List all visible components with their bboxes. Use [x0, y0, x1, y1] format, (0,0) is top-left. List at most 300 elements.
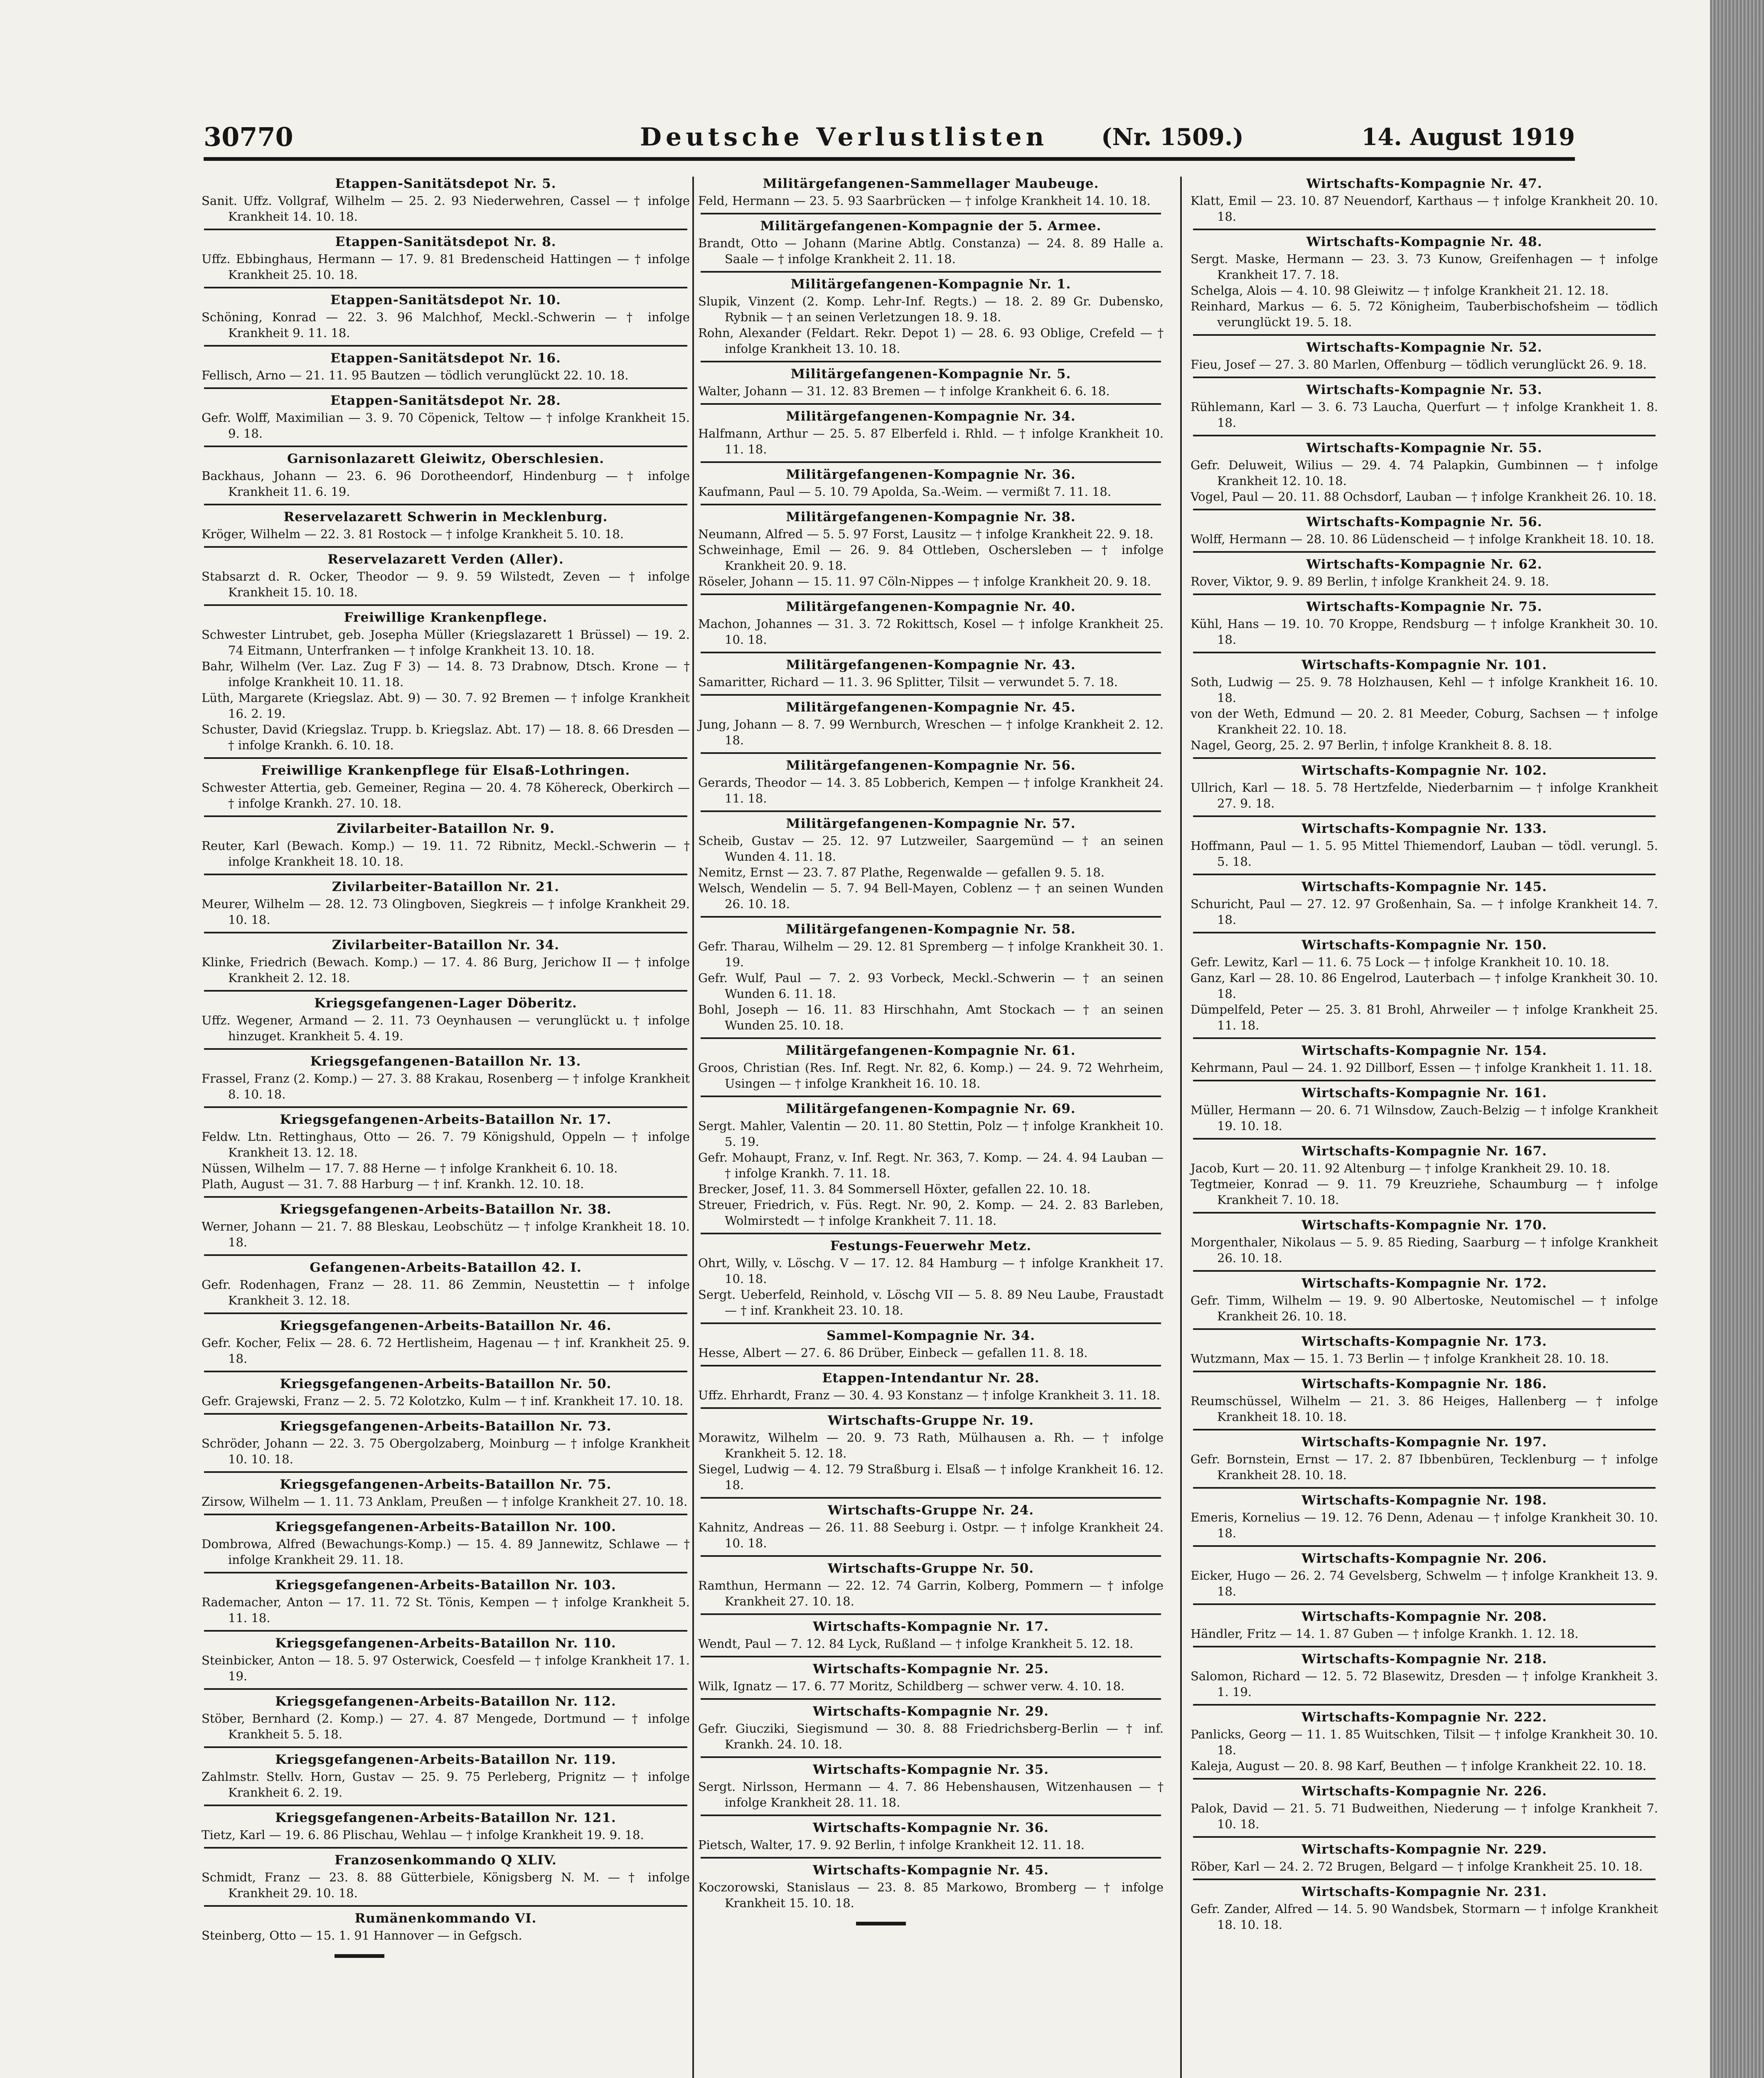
unit-heading: Wirtschafts-Kompagnie Nr. 154. [1301, 1043, 1547, 1058]
section-rule [204, 1413, 687, 1415]
unit-section [698, 1322, 1164, 1361]
section-rule [204, 932, 687, 933]
unit-section [698, 461, 1164, 500]
unit-heading: Militärgefangenen-Kompagnie Nr. 58. [786, 922, 1076, 937]
section-rule [204, 1847, 687, 1849]
unit-section [202, 387, 690, 441]
unit-section [1191, 652, 1658, 753]
unit-heading: Wirtschafts-Kompagnie Nr. 35. [813, 1762, 1049, 1777]
section-rule [204, 546, 687, 548]
unit-heading: Etappen-Sanitätsdepot Nr. 8. [335, 234, 556, 249]
unit-heading: Wirtschafts-Gruppe Nr. 24. [827, 1503, 1034, 1518]
section-rule [701, 1613, 1161, 1615]
casualty-entry: Gefr. Zander, Alfred — 14. 5. 90 Wandsbek, Stormarn — † infolge Krankheit 18. 10. 18. [1191, 1902, 1658, 1932]
unit-heading: Militärgefangenen-Kompagnie Nr. 61. [786, 1043, 1076, 1058]
unit-section [698, 1656, 1164, 1694]
unit-heading: Sammel-Kompagnie Nr. 34. [827, 1328, 1035, 1343]
section-rule [1193, 652, 1656, 653]
unit-heading: Wirtschafts-Kompagnie Nr. 56. [1306, 515, 1543, 529]
section-rule [1193, 1138, 1656, 1140]
section-rule [204, 1371, 687, 1372]
unit-section [698, 1407, 1164, 1493]
unit-section [1191, 1371, 1658, 1425]
unit-heading: Kriegsgefangenen-Arbeits-Bataillon Nr. 17. [280, 1112, 612, 1127]
unit-heading: Etappen-Intendantur Nr. 28. [822, 1371, 1040, 1386]
section-rule [204, 287, 687, 288]
casualty-entry: Schöning, Konrad — 22. 3. 96 Malchhof, Meckl.-Schwerin — † infolge Krankheit 9. 11. 18. [202, 310, 690, 340]
casualty-entry: Zahlmstr. Stellv. Horn, Gustav — 25. 9. 75 Perleberg, Prignitz — † infolge Krankheit 6. 2. 19. [202, 1770, 690, 1800]
casualty-entry: Werner, Johann — 21. 7. 88 Bleskau, Leobschütz — † infolge Krankheit 18. 10. 18. [202, 1219, 690, 1249]
unit-section [698, 1233, 1164, 1318]
casualty-entry: Sergt. Maske, Hermann — 23. 3. 73 Kunow, Greifenhagen — † infolge Krankheit 17. 7. 18. [1191, 252, 1658, 282]
unit-heading: Kriegsgefangenen-Arbeits-Bataillon Nr. 112. [275, 1694, 616, 1709]
unit-section [202, 287, 690, 341]
casualty-entry: Ohrt, Willy, v. Löschg. V — 17. 12. 84 Hamburg — † infolge Krankheit 17. 10. 18. [698, 1256, 1164, 1286]
casualty-entry: Kahnitz, Andreas — 26. 11. 88 Seeburg i. Ostpr. — † infolge Krankheit 24. 10. 18. [698, 1520, 1164, 1550]
casualty-entry: Samaritter, Richard — 11. 3. 96 Splitter, Tilsit — verwundet 5. 7. 18. [698, 675, 1118, 689]
unit-heading: Wirtschafts-Kompagnie Nr. 133. [1301, 821, 1547, 836]
casualty-entry: Wilk, Ignatz — 17. 6. 77 Moritz, Schildberg — schwer verw. 4. 10. 18. [698, 1679, 1125, 1693]
casualty-entry: Feldw. Ltn. Rettinghaus, Otto — 26. 7. 79 Königshuld, Oppeln — † infolge Krankheit 13. 12. 18. [202, 1130, 690, 1160]
unit-section [202, 1688, 690, 1742]
section-rule [204, 1905, 687, 1907]
unit-section [1191, 1080, 1658, 1134]
unit-section [698, 1815, 1164, 1853]
casualty-entry: Backhaus, Johann — 23. 6. 96 Dorotheendorf, Hindenburg — † infolge Krankheit 11. 6. 19. [202, 469, 690, 499]
unit-heading: Militärgefangenen-Kompagnie Nr. 36. [786, 467, 1076, 482]
section-rule [204, 1106, 687, 1108]
unit-heading: Kriegsgefangenen-Arbeits-Bataillon Nr. 110. [275, 1636, 616, 1651]
unit-heading: Wirtschafts-Kompagnie Nr. 170. [1301, 1218, 1547, 1233]
unit-heading: Etappen-Sanitätsdepot Nr. 28. [330, 393, 561, 408]
unit-heading: Wirtschafts-Kompagnie Nr. 48. [1306, 234, 1543, 249]
section-rule [204, 1196, 687, 1198]
unit-section [1191, 815, 1658, 869]
unit-heading: Wirtschafts-Kompagnie Nr. 218. [1301, 1652, 1547, 1667]
casualty-entry: Gefr. Giucziki, Siegismund — 30. 8. 88 Friedrichsberg-Berlin — † inf. Krankh. 24. 10. 18. [698, 1721, 1164, 1751]
casualty-entry: Gerards, Theodor — 14. 3. 85 Lobberich, Kempen — † infolge Krankheit 24. 11. 18. [698, 776, 1164, 805]
section-rule [1193, 1212, 1656, 1214]
unit-heading: Wirtschafts-Kompagnie Nr. 150. [1301, 938, 1547, 953]
section-rule [701, 694, 1161, 696]
casualty-entry: Ganz, Karl — 28. 10. 86 Engelrod, Lauterbach — † infolge Krankheit 30. 10. 18. [1191, 971, 1658, 1001]
unit-section [202, 1371, 690, 1409]
casualty-entry: Halfmann, Arthur — 25. 5. 87 Elberfeld i. Rhld. — † infolge Krankheit 10. 11. 18. [698, 426, 1164, 456]
unit-heading: Franzosenkommando Q XLIV. [335, 1853, 557, 1868]
unit-heading: Wirtschafts-Gruppe Nr. 50. [827, 1561, 1034, 1576]
section-rule [701, 1815, 1161, 1816]
unit-heading: Kriegsgefangenen-Arbeits-Bataillon Nr. 73. [280, 1419, 612, 1434]
casualty-entry: Bahr, Wilhelm (Ver. Laz. Zug F 3) — 14. 8. 73 Drabnow, Dtsch. Krone — † infolge Krankheit 10. 11. 18. [202, 659, 690, 689]
unit-section [202, 990, 690, 1044]
section-rule [204, 446, 687, 447]
casualty-entry: Eicker, Hugo — 26. 2. 74 Gevelsberg, Schwelm — † infolge Krankheit 13. 9. 18. [1191, 1568, 1658, 1598]
section-rule [1193, 1429, 1656, 1430]
unit-heading: Garnisonlazarett Gleiwitz, Oberschlesien. [287, 451, 605, 466]
unit-heading: Wirtschafts-Kompagnie Nr. 197. [1301, 1435, 1547, 1450]
section-rule [1193, 1646, 1656, 1647]
casualty-entry: Panlicks, Georg — 11. 1. 85 Wuitschken, Tilsit — † infolge Krankheit 30. 10. 18. [1191, 1727, 1658, 1757]
casualty-entry: Machon, Johannes — 31. 3. 72 Rokittsch, Kosel — † infolge Krankheit 25. 10. 18. [698, 617, 1164, 647]
unit-heading: Freiwillige Krankenpflege für Elsaß-Lothringen. [261, 763, 630, 778]
unit-heading: Kriegsgefangenen-Arbeits-Bataillon Nr. 75. [280, 1477, 612, 1492]
unit-section [698, 504, 1164, 589]
section-rule [1193, 932, 1656, 933]
casualty-entry: Salomon, Richard — 12. 5. 72 Blasewitz, Dresden — † infolge Krankheit 3. 1. 19. [1191, 1669, 1658, 1699]
unit-section [1191, 551, 1658, 589]
column-divider [1180, 177, 1182, 2078]
unit-heading: Rumänenkommando VI. [354, 1911, 537, 1926]
unit-heading: Wirtschafts-Kompagnie Nr. 36. [813, 1820, 1049, 1835]
unit-section [202, 815, 690, 869]
section-rule [701, 1756, 1161, 1758]
casualty-entry: Gefr. Mohaupt, Franz, v. Inf. Regt. Nr. 363, 7. Komp. — 24. 4. 94 Lauban — † infolge Krankh. 7. 11. 18. [698, 1150, 1164, 1180]
section-rule [1193, 1487, 1656, 1489]
casualty-entry: Groos, Christian (Res. Inf. Regt. Nr. 82, 6. Komp.) — 24. 9. 72 Wehrheim, Usingen — † infolge Krankheit 16. 10. 18. [698, 1061, 1164, 1091]
section-rule [701, 1857, 1161, 1859]
section-rule [701, 403, 1161, 405]
unit-heading: Kriegsgefangenen-Arbeits-Bataillon Nr. 50. [280, 1376, 612, 1391]
unit-heading: Etappen-Sanitätsdepot Nr. 16. [330, 351, 561, 366]
section-rule [204, 1514, 687, 1515]
section-rule [204, 815, 687, 817]
casualty-entry: Fieu, Josef — 27. 3. 80 Marlen, Offenburg — tödlich verunglückt 26. 9. 18. [1191, 357, 1647, 372]
unit-section [202, 504, 690, 542]
unit-section [698, 271, 1164, 357]
section-rule [701, 810, 1161, 812]
section-rule [204, 1254, 687, 1256]
casualty-entry: Scheib, Gustav — 25. 12. 97 Lutzweiler, Saargemünd — † an seinen Wunden 4. 11. 18. [698, 834, 1164, 864]
section-rule [701, 1555, 1161, 1557]
unit-heading: Wirtschafts-Kompagnie Nr. 167. [1301, 1144, 1547, 1159]
unit-section [698, 1497, 1164, 1551]
casualty-entry: Rohn, Alexander (Feldart. Rekr. Depot 1) — 28. 6. 93 Oblige, Crefeld — † infolge Krankheit 13. 10. 18. [698, 326, 1164, 356]
unit-heading: Wirtschafts-Kompagnie Nr. 198. [1301, 1493, 1547, 1508]
casualty-entry: Klinke, Friedrich (Bewach. Komp.) — 17. 4. 86 Burg, Jerichow II — † infolge Krankheit 2. 12. 18. [202, 955, 690, 985]
unit-heading: Militärgefangenen-Sammellager Maubeuge. [763, 176, 1099, 191]
unit-section [1191, 509, 1658, 547]
casualty-entry: Plath, August — 31. 7. 88 Harburg — † inf. Krankh. 12. 10. 18. [202, 1177, 584, 1191]
casualty-entry: Pietsch, Walter, 17. 9. 92 Berlin, † infolge Krankheit 12. 11. 18. [698, 1838, 1085, 1852]
unit-heading: Wirtschafts-Kompagnie Nr. 172. [1301, 1276, 1547, 1291]
unit-section [698, 361, 1164, 399]
casualty-entry: Nemitz, Ernst — 23. 7. 87 Plathe, Regenwalde — gefallen 9. 5. 18. [698, 865, 1105, 879]
casualty-entry: Uffz. Wegener, Armand — 2. 11. 73 Oeynhausen — verunglückt u. † infolge hinzuget. Krankheit 5. 4. 19. [202, 1013, 690, 1043]
casualty-entry: Hesse, Albert — 27. 6. 86 Drüber, Einbeck — gefallen 11. 8. 18. [698, 1346, 1088, 1360]
section-rule [1193, 1778, 1656, 1780]
casualty-entry: Schröder, Johann — 22. 3. 75 Obergolzaberg, Moinburg — † infolge Krankheit 10. 10. 18. [202, 1436, 690, 1466]
casualty-entry: Morawitz, Wilhelm — 20. 9. 73 Rath, Mülhausen a. Rh. — † infolge Krankheit 5. 12. 18. [698, 1430, 1164, 1460]
unit-section [1191, 334, 1658, 372]
unit-heading: Gefangenen-Arbeits-Bataillon 42. I. [310, 1260, 582, 1275]
unit-section [1191, 932, 1658, 1033]
section-rule [1193, 1836, 1656, 1838]
section-rule [204, 874, 687, 875]
casualty-entry: Frassel, Franz (2. Komp.) — 27. 3. 88 Krakau, Rosenberg — † infolge Krankheit 8. 10. 18. [202, 1071, 690, 1101]
section-rule [204, 757, 687, 759]
unit-section [1191, 1429, 1658, 1483]
casualty-entry: Tietz, Karl — 19. 6. 86 Plischau, Wehlau — † infolge Krankheit 19. 9. 18. [202, 1828, 644, 1842]
unit-heading: Wirtschafts-Kompagnie Nr. 186. [1301, 1376, 1547, 1391]
section-rule [701, 1037, 1161, 1039]
casualty-entry: Hoffmann, Paul — 1. 5. 95 Mittel Thiemendorf, Lauban — tödl. verungl. 5. 5. 18. [1191, 839, 1658, 869]
unit-section [202, 1312, 690, 1366]
casualty-entry: Brandt, Otto — Johann (Marine Abtlg. Constanza) — 24. 8. 89 Halle a. Saale — † infolge Krankheit 2. 11. 18. [698, 236, 1164, 266]
section-rule [701, 1497, 1161, 1499]
section-rule [204, 990, 687, 992]
scan-edge [1710, 0, 1764, 2078]
column-3 [1191, 175, 1658, 1937]
casualty-entry: Gefr. Wulf, Paul — 7. 2. 93 Vorbeck, Meckl.-Schwerin — † an seinen Wunden 6. 11. 18. [698, 971, 1164, 1001]
section-rule [701, 1322, 1161, 1324]
section-rule [1193, 874, 1656, 875]
unit-section [202, 1413, 690, 1467]
section-rule [1193, 1704, 1656, 1706]
casualty-entry: Gefr. Kocher, Felix — 28. 6. 72 Hertlisheim, Hagenau — † inf. Krankheit 25. 9. 18. [202, 1336, 690, 1366]
section-rule [701, 213, 1161, 214]
unit-section [202, 1905, 690, 1943]
page-number: 30770 [204, 122, 293, 152]
unit-heading: Wirtschafts-Kompagnie Nr. 47. [1306, 176, 1543, 191]
section-rule [1193, 593, 1656, 595]
column-1 [202, 175, 690, 1958]
unit-heading: Wirtschafts-Kompagnie Nr. 101. [1301, 657, 1547, 672]
casualty-entry: Schweinhage, Emil — 26. 9. 84 Ottleben, Oschersleben — † infolge Krankheit 20. 9. 18. [698, 543, 1164, 573]
casualty-entry: Schuster, David (Kriegslaz. Trupp. b. Kriegslaz. Abt. 17) — 18. 8. 66 Dresden — † infolge Krankh. 6. 10. 18. [202, 722, 690, 752]
casualty-entry: Ramthun, Hermann — 22. 12. 74 Garrin, Kolberg, Pommern — † infolge Krankheit 27. 10. 18. [698, 1578, 1164, 1608]
section-rule [701, 652, 1161, 653]
casualty-entry: Stöber, Bernhard (2. Komp.) — 27. 4. 87 Mengede, Dortmund — † infolge Krankheit 5. 5. 18. [202, 1711, 690, 1741]
unit-section [1191, 1646, 1658, 1700]
casualty-entry: Kehrmann, Paul — 24. 1. 92 Dillborf, Essen — † infolge Krankheit 1. 11. 18. [1191, 1061, 1653, 1075]
casualty-entry: Soth, Ludwig — 25. 9. 78 Holzhausen, Kehl — † infolge Krankheit 16. 10. 18. [1191, 675, 1658, 705]
column-divider [692, 177, 694, 2078]
page-header [204, 121, 1575, 158]
casualty-entry: Röseler, Johann — 15. 11. 97 Cöln-Nippes — † infolge Krankheit 20. 9. 18. [698, 574, 1151, 588]
unit-heading: Wirtschafts-Kompagnie Nr. 161. [1301, 1086, 1547, 1101]
section-rule [701, 361, 1161, 362]
unit-heading: Militärgefangenen-Kompagnie Nr. 56. [786, 758, 1076, 773]
unit-heading: Etappen-Sanitätsdepot Nr. 10. [330, 293, 561, 308]
header-rule [204, 157, 1575, 161]
unit-heading: Zivilarbeiter-Bataillon Nr. 21. [332, 879, 560, 894]
unit-section [698, 694, 1164, 748]
casualty-entry: Vogel, Paul — 20. 11. 88 Ochsdorf, Lauban — † infolge Krankheit 26. 10. 18. [1191, 490, 1657, 504]
casualty-entry: Nagel, Georg, 25. 2. 97 Berlin, † infolge Krankheit 8. 8. 18. [1191, 738, 1552, 752]
column-end-mark [335, 1954, 384, 1958]
unit-heading: Wirtschafts-Kompagnie Nr. 55. [1306, 441, 1543, 455]
unit-section [1191, 1879, 1658, 1933]
casualty-entry: Walter, Johann — 31. 12. 83 Bremen — † infolge Krankheit 6. 6. 18. [698, 384, 1110, 398]
unit-heading: Kriegsgefangenen-Arbeits-Bataillon Nr. 46. [280, 1318, 612, 1333]
section-rule [1193, 1080, 1656, 1081]
casualty-entry: Schuricht, Paul — 27. 12. 97 Großenhain, Sa. — † infolge Krankheit 14. 7. 18. [1191, 897, 1658, 927]
section-rule [1193, 435, 1656, 436]
issue-date: 14. August 1919 [1361, 123, 1575, 151]
section-rule [1193, 334, 1656, 336]
unit-section [202, 1847, 690, 1901]
unit-heading: Wirtschafts-Kompagnie Nr. 75. [1306, 599, 1543, 614]
casualty-entry: Gefr. Timm, Wilhelm — 19. 9. 90 Albertoske, Neutomischel — † infolge Krankheit 26. 10. 18. [1191, 1293, 1658, 1323]
unit-section [1191, 435, 1658, 505]
unit-heading: Wirtschafts-Kompagnie Nr. 52. [1306, 340, 1543, 355]
unit-section [1191, 175, 1658, 224]
casualty-entry: Händler, Fritz — 14. 1. 87 Guben — † infolge Krankh. 1. 12. 18. [1191, 1627, 1579, 1641]
unit-heading: Wirtschafts-Kompagnie Nr. 208. [1301, 1609, 1547, 1624]
unit-section [202, 345, 690, 383]
unit-section [202, 229, 690, 283]
casualty-entry: Dümpelfeld, Peter — 25. 3. 81 Brohl, Ahrweiler — † infolge Krankheit 25. 11. 18. [1191, 1002, 1658, 1032]
casualty-entry: Palok, David — 21. 5. 71 Budweithen, Niederung — † infolge Krankheit 7. 10. 18. [1191, 1801, 1658, 1831]
column-2 [698, 175, 1164, 1925]
unit-heading: Wirtschafts-Kompagnie Nr. 145. [1301, 879, 1547, 894]
unit-heading: Kriegsgefangenen-Arbeits-Bataillon Nr. 38. [280, 1202, 612, 1217]
casualty-entry: Feld, Hermann — 23. 5. 93 Saarbrücken — † infolge Krankheit 14. 10. 18. [698, 194, 1151, 208]
unit-section [698, 1613, 1164, 1652]
casualty-entry: Fellisch, Arno — 21. 11. 95 Bautzen — tödlich verunglückt 22. 10. 18. [202, 368, 629, 382]
casualty-entry: Neumann, Alfred — 5. 5. 97 Forst, Lausitz — † infolge Krankheit 22. 9. 18. [698, 527, 1154, 541]
unit-section [698, 1857, 1164, 1911]
section-rule [701, 1656, 1161, 1657]
unit-section [698, 1037, 1164, 1091]
casualty-entry: Sergt. Mahler, Valentin — 20. 11. 80 Stettin, Polz — † infolge Krankheit 10. 5. 19. [698, 1119, 1164, 1149]
unit-heading: Militärgefangenen-Kompagnie Nr. 5. [790, 367, 1071, 382]
section-rule [701, 1233, 1161, 1234]
unit-heading: Militärgefangenen-Kompagnie Nr. 38. [786, 510, 1076, 524]
unit-section [202, 546, 690, 600]
section-rule [204, 1048, 687, 1050]
unit-heading: Wirtschafts-Kompagnie Nr. 25. [813, 1662, 1049, 1677]
unit-heading: Reservelazarett Schwerin in Mecklenburg. [283, 510, 608, 524]
unit-heading: Wirtschafts-Kompagnie Nr. 102. [1301, 763, 1547, 778]
unit-section [698, 1096, 1164, 1229]
unit-section [202, 1254, 690, 1308]
unit-section [698, 213, 1164, 267]
unit-section [698, 752, 1164, 806]
section-rule [1193, 757, 1656, 759]
unit-section [202, 757, 690, 811]
section-rule [204, 387, 687, 389]
casualty-entry: Ullrich, Karl — 18. 5. 78 Hertzfelde, Niederbarnim — † infolge Krankheit 27. 9. 18. [1191, 780, 1658, 810]
unit-heading: Etappen-Sanitätsdepot Nr. 5. [335, 176, 556, 191]
casualty-entry: Morgenthaler, Nikolaus — 5. 9. 85 Rieding, Saarburg — † infolge Krankheit 26. 10. 18. [1191, 1235, 1658, 1265]
section-rule [204, 1805, 687, 1806]
casualty-entry: Lüth, Margarete (Kriegslaz. Abt. 9) — 30. 7. 92 Bremen — † infolge Krankheit 16. 2. 19. [202, 691, 690, 721]
section-rule [204, 1630, 687, 1632]
casualty-entry: Kaufmann, Paul — 5. 10. 79 Apolda, Sa.-Weim. — vermißt 7. 11. 18. [698, 485, 1112, 499]
casualty-entry: Stabsarzt d. R. Ocker, Theodor — 9. 9. 59 Wilstedt, Zeven — † infolge Krankheit 15. 10. 18. [202, 569, 690, 599]
unit-section [1191, 1836, 1658, 1874]
unit-heading: Kriegsgefangenen-Lager Döberitz. [314, 996, 577, 1011]
unit-heading: Kriegsgefangenen-Arbeits-Bataillon Nr. 103. [275, 1578, 616, 1593]
unit-heading: Wirtschafts-Kompagnie Nr. 29. [813, 1704, 1049, 1719]
casualty-entry: Meurer, Wilhelm — 28. 12. 73 Olingboven, Siegkreis — † infolge Krankheit 29. 10. 18. [202, 897, 690, 927]
casualty-entry: Rover, Viktor, 9. 9. 89 Berlin, † infolge Krankheit 24. 9. 18. [1191, 574, 1549, 588]
casualty-entry: Gefr. Deluweit, Wilius — 29. 4. 74 Palapkin, Gumbinnen — † infolge Krankheit 12. 10. 18. [1191, 458, 1658, 488]
unit-section [698, 593, 1164, 648]
section-rule [701, 1407, 1161, 1409]
section-rule [701, 504, 1161, 505]
casualty-entry: Wendt, Paul — 7. 12. 84 Lyck, Rußland — † infolge Krankheit 5. 12. 18. [698, 1637, 1134, 1651]
unit-section [1191, 1138, 1658, 1208]
unit-section [698, 1756, 1164, 1810]
section-rule [1193, 377, 1656, 378]
section-rule [701, 593, 1161, 595]
casualty-entry: Gefr. Bornstein, Ernst — 17. 2. 87 Ibbenbüren, Tecklenburg — † infolge Krankheit 28. 10. 18. [1191, 1452, 1658, 1482]
section-rule [701, 916, 1161, 918]
issue-number: (Nr. 1509.) [1101, 123, 1244, 151]
unit-section [1191, 1778, 1658, 1832]
column-end-mark [856, 1922, 906, 1925]
section-rule [204, 229, 687, 230]
casualty-entry: Rademacher, Anton — 17. 11. 72 St. Tönis, Kempen — † infolge Krankheit 5. 11. 18. [202, 1595, 690, 1625]
casualty-entry: Welsch, Wendelin — 5. 7. 94 Bell-Mayen, Coblenz — † an seinen Wunden 26. 10. 18. [698, 881, 1164, 911]
section-rule [1193, 551, 1656, 553]
casualty-entry: Sanit. Uffz. Vollgraf, Wilhelm — 25. 2. 93 Niederwehren, Cassel — † infolge Krankheit 14. 10. 18. [202, 194, 690, 224]
unit-heading: Wirtschafts-Kompagnie Nr. 206. [1301, 1551, 1547, 1566]
unit-section [1191, 593, 1658, 648]
unit-section [698, 403, 1164, 457]
unit-section [698, 916, 1164, 1033]
casualty-entry: Müller, Hermann — 20. 6. 71 Wilnsdow, Zauch-Belzig — † infolge Krankheit 19. 10. 18. [1191, 1103, 1658, 1133]
unit-heading: Festungs-Feuerwehr Metz. [830, 1238, 1032, 1253]
section-rule [1193, 229, 1656, 230]
section-rule [1193, 1603, 1656, 1605]
section-rule [701, 461, 1161, 463]
section-rule [1193, 1545, 1656, 1547]
casualty-entry: Dombrowa, Alfred (Bewachungs-Komp.) — 15. 4. 89 Jannewitz, Schlawe — † infolge Krankheit 29. 11. 18. [202, 1537, 690, 1567]
unit-heading: Zivilarbeiter-Bataillon Nr. 34. [332, 938, 560, 953]
unit-heading: Wirtschafts-Kompagnie Nr. 53. [1306, 382, 1543, 397]
casualty-entry: Steinbicker, Anton — 18. 5. 97 Osterwick, Coesfeld — † infolge Krankheit 17. 1. 19. [202, 1653, 690, 1683]
unit-section [202, 175, 690, 224]
unit-heading: Kriegsgefangenen-Arbeits-Bataillon Nr. 121. [275, 1810, 616, 1825]
casualty-entry: Gefr. Tharau, Wilhelm — 29. 12. 81 Spremberg — † infolge Krankheit 30. 1. 19. [698, 939, 1164, 969]
section-rule [204, 1312, 687, 1314]
section-rule [701, 1698, 1161, 1700]
section-rule [1193, 1270, 1656, 1272]
casualty-entry: Schelga, Alois — 4. 10. 98 Gleiwitz — † infolge Krankheit 21. 12. 18. [1191, 283, 1609, 298]
casualty-entry: Uffz. Ebbinghaus, Hermann — 17. 9. 81 Bredenscheid Hattingen — † infolge Krankheit 25. 10. 18. [202, 252, 690, 282]
unit-section [202, 874, 690, 928]
section-rule [1193, 1037, 1656, 1039]
unit-section [202, 1196, 690, 1250]
unit-section [1191, 1212, 1658, 1266]
unit-section [1191, 1037, 1658, 1076]
casualty-entry: Nüssen, Wilhelm — 17. 7. 88 Herne — † infolge Krankheit 6. 10. 18. [202, 1161, 618, 1175]
casualty-entry: Slupik, Vinzent (2. Komp. Lehr-Inf. Regts.) — 18. 2. 89 Gr. Dubensko, Rybnik — † an seinen Verletzungen 18. 9. 18. [698, 294, 1164, 324]
unit-heading: Militärgefangenen-Kompagnie Nr. 34. [786, 409, 1076, 424]
unit-section [1191, 1328, 1658, 1366]
casualty-entry: Gefr. Grajewski, Franz — 2. 5. 72 Kolotzko, Kulm — † inf. Krankheit 17. 10. 18. [202, 1394, 684, 1408]
casualty-entry: Reumschüssel, Wilhelm — 21. 3. 86 Heiges, Hallenberg — † infolge Krankheit 18. 10. 18. [1191, 1394, 1658, 1424]
unit-section [698, 175, 1164, 209]
unit-section [698, 1365, 1164, 1403]
unit-section [202, 1805, 690, 1843]
casualty-entry: Wutzmann, Max — 15. 1. 73 Berlin — † infolge Krankheit 28. 10. 18. [1191, 1352, 1609, 1366]
unit-section [1191, 757, 1658, 811]
unit-heading: Militärgefangenen-Kompagnie Nr. 57. [786, 816, 1076, 831]
casualty-entry: Reinhard, Markus — 6. 5. 72 Königheim, Tauberbischofsheim — tödlich verunglückt 19. 5. 18. [1191, 299, 1658, 329]
casualty-entry: Bohl, Joseph — 16. 11. 83 Hirschhahn, Amt Stockach — † an seinen Wunden 25. 10. 18. [698, 1002, 1164, 1032]
unit-section [202, 1106, 690, 1192]
casualty-entry: Jung, Johann — 8. 7. 99 Wernburch, Wreschen — † infolge Krankheit 2. 12. 18. [698, 717, 1164, 747]
unit-heading: Militärgefangenen-Kompagnie Nr. 43. [786, 657, 1076, 672]
unit-heading: Freiwillige Krankenpflege. [344, 610, 548, 625]
casualty-entry: Jacob, Kurt — 20. 11. 92 Altenburg — † infolge Krankheit 29. 10. 18. [1191, 1161, 1610, 1175]
casualty-entry: Siegel, Ludwig — 4. 12. 79 Straßburg i. Elsaß — † infolge Krankheit 16. 12. 18. [698, 1462, 1164, 1492]
unit-section [202, 446, 690, 500]
